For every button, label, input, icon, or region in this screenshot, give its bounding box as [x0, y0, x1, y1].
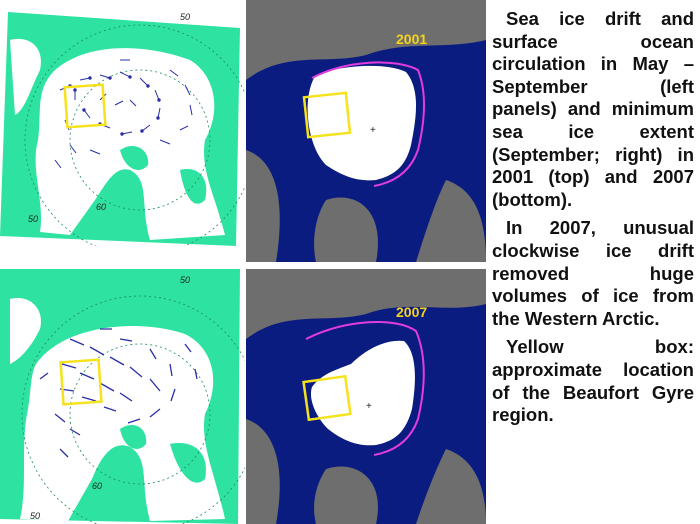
year-label-2007: 2007 — [396, 304, 428, 320]
lat-label-50-left: 50 — [30, 511, 41, 521]
land-masses — [0, 12, 240, 246]
caption-paragraph-3: Yellow box: approximate location of the Beaufort Gyre region. — [492, 336, 694, 426]
pole-marker: + — [370, 125, 376, 136]
caption-paragraph-2: In 2007, unusual clockwise ice drift removed huge volumes of ice from the Western Arctic. — [492, 217, 694, 329]
year-label-2001: 2001 — [396, 31, 428, 47]
ice-extent-map-2007 — [246, 269, 486, 524]
ice-extent-map-2001 — [246, 0, 486, 262]
lat-label-50-left: 50 — [28, 214, 39, 224]
ice-drift-map-2007 — [0, 269, 245, 524]
ice-drift-map-2001 — [0, 0, 245, 246]
lat-label-50-top: 50 — [180, 12, 191, 22]
lat-label-60: 60 — [96, 202, 107, 212]
caption-paragraph-1: Sea ice drift and surface ocean circulation in May – September (left panels) and minimum sea ice extent (September; right) in 2001 (top) and 2007 (bottom). — [492, 8, 694, 210]
lat-label-60: 60 — [92, 481, 103, 491]
pole-marker: + — [366, 401, 372, 412]
lat-label-50-top: 50 — [180, 275, 191, 285]
land-masses — [0, 269, 240, 524]
figure-caption — [492, 8, 694, 433]
